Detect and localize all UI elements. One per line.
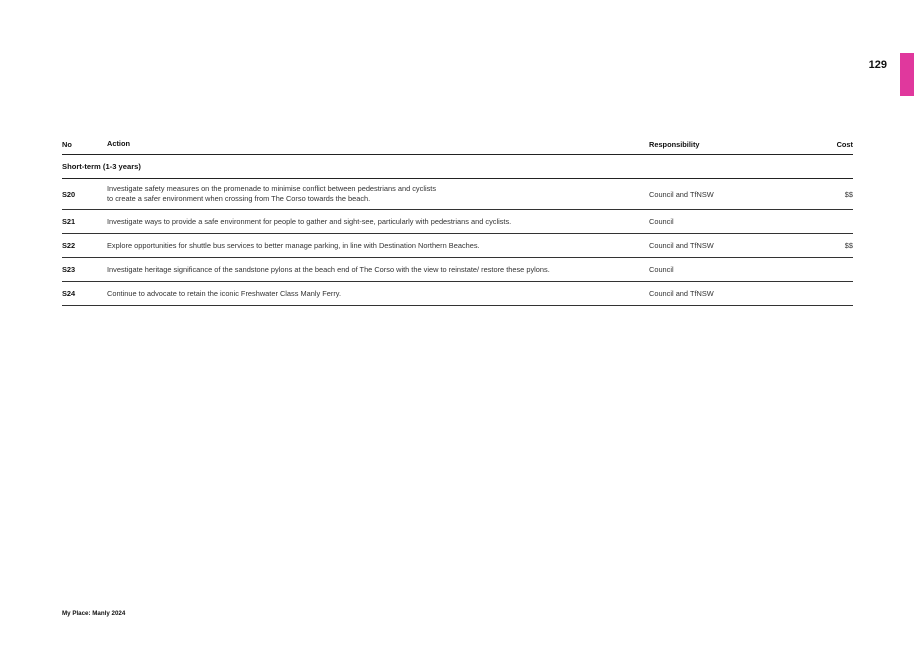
table-row — [62, 210, 853, 234]
footer-text: My Place: Manly 2024 — [62, 610, 126, 617]
accent-tab — [900, 53, 914, 96]
table-row — [62, 258, 853, 282]
row-action: Explore opportunities for shuttle bus services to better manage parking, in line with Destination Northern Beaches. — [107, 240, 480, 250]
header-cost: Cost — [836, 139, 853, 149]
row-cost: $$ — [844, 189, 853, 199]
row-action: Continue to advocate to retain the iconic Freshwater Class Manly Ferry. — [107, 288, 342, 298]
header-responsibility: Responsibility — [649, 139, 700, 149]
row-action-line: Investigate safety measures on the promenade to minimise conflict between pedestrians and cyclists — [107, 184, 437, 193]
header-action: Action — [107, 139, 130, 148]
action-table — [62, 134, 853, 306]
row-cost: $$ — [844, 241, 853, 250]
header-no: No — [62, 139, 72, 149]
row-action-line: to create a safer environment when crossing from The Corso towards the beach. — [107, 194, 371, 203]
row-responsibility: Council and TfNSW — [649, 189, 714, 199]
row-no: S21 — [62, 217, 76, 226]
table-header-row — [62, 134, 853, 155]
row-responsibility: Council and TfNSW — [649, 289, 714, 298]
section-title: Short-term (1-3 years) — [62, 162, 141, 171]
row-no: S22 — [62, 241, 76, 250]
row-action — [107, 184, 649, 204]
row-responsibility: Council — [649, 217, 674, 226]
table-row — [62, 179, 853, 210]
row-responsibility: Council and TfNSW — [649, 241, 714, 250]
section-row — [62, 155, 853, 179]
row-action: Investigate ways to provide a safe environment for people to gather and sight-see, particularly with pedestrians and cyclists. — [107, 216, 512, 226]
row-no: S20 — [62, 189, 76, 199]
table-row — [62, 282, 853, 306]
page-number: 129 — [868, 59, 887, 71]
table-row — [62, 234, 853, 258]
row-responsibility: Council — [649, 265, 674, 274]
row-action: Investigate heritage significance of the sandstone pylons at the beach end of The Corso with the view to reinstate/ restore these pylons. — [107, 264, 550, 274]
row-no: S24 — [62, 289, 76, 298]
row-no: S23 — [62, 265, 76, 274]
